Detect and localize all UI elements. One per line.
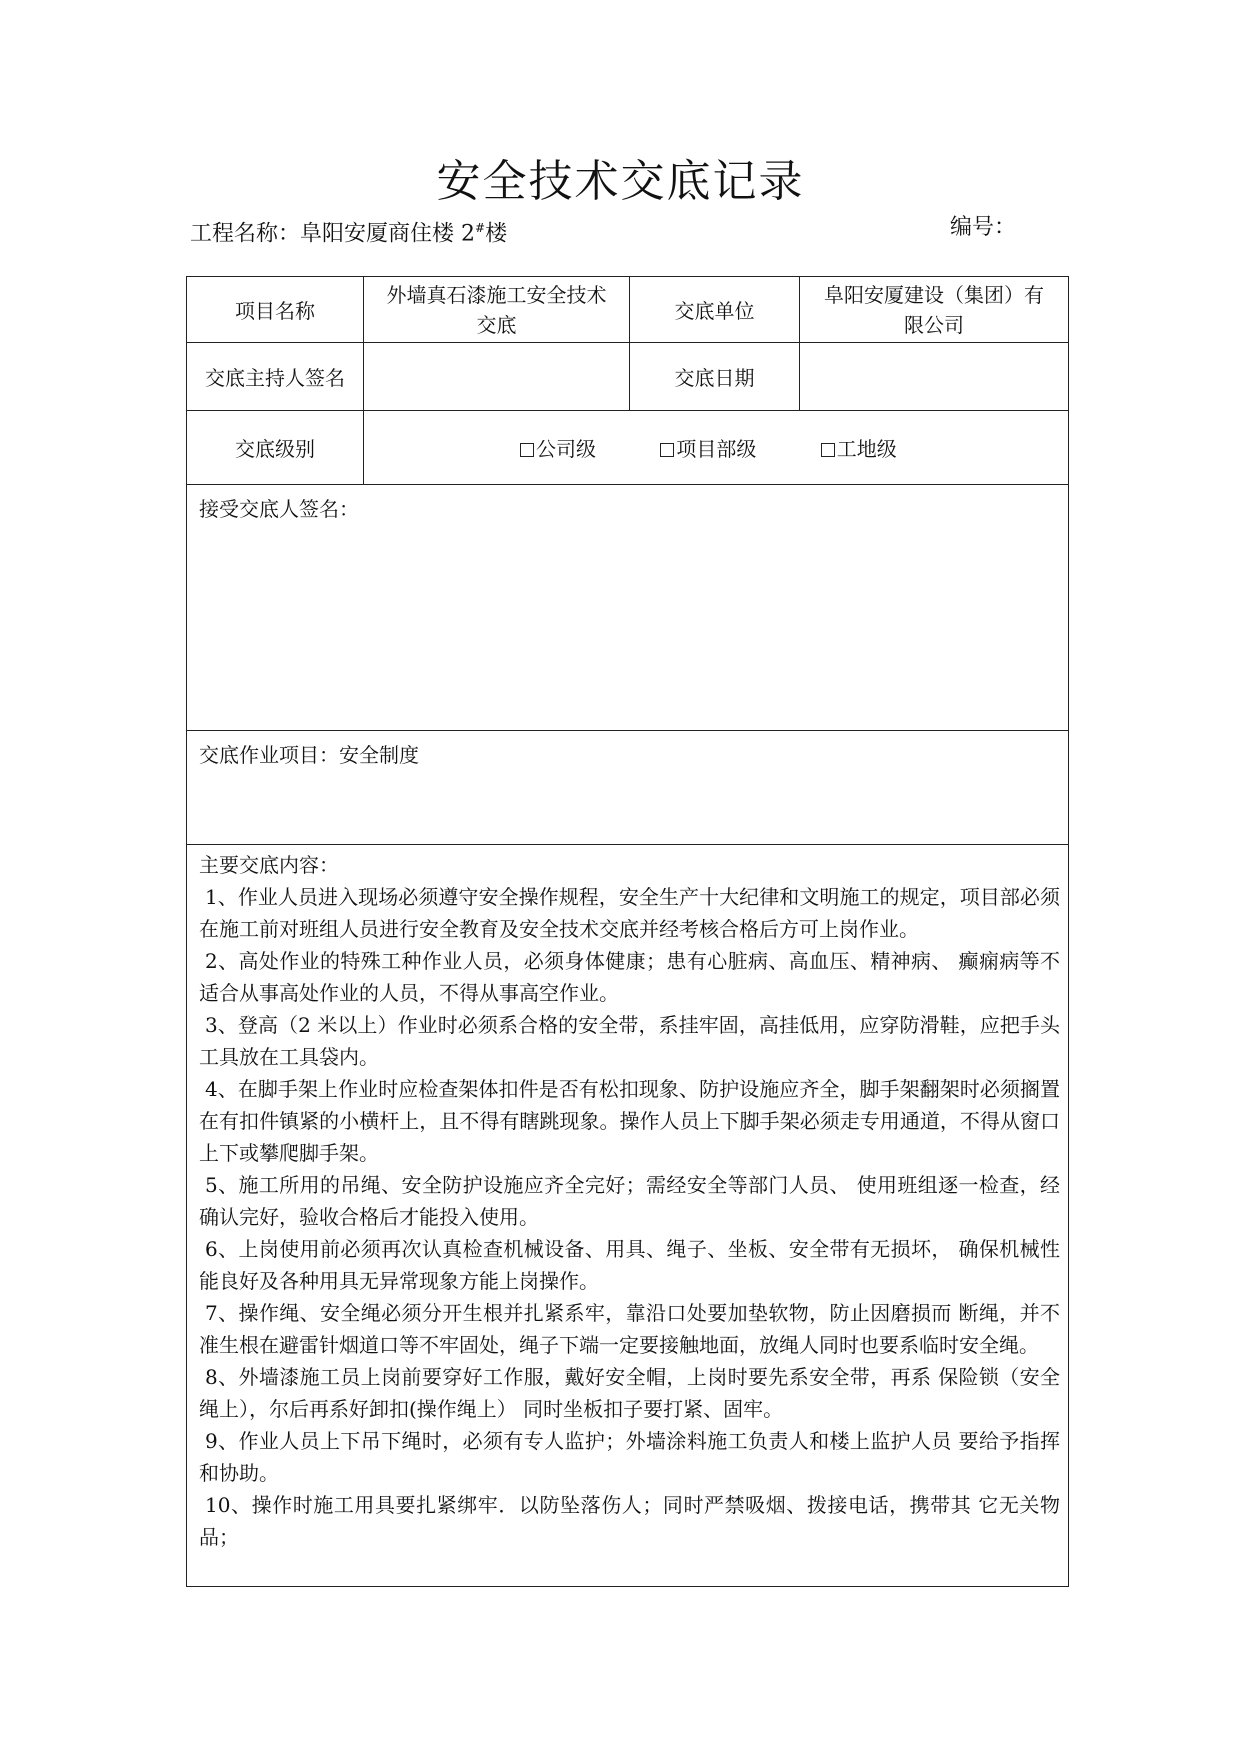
row-work-item xyxy=(187,731,1069,845)
project-sup: # xyxy=(475,221,486,235)
host-label: 交底主持人签名 xyxy=(187,343,364,411)
level-option-project[interactable] xyxy=(660,433,756,462)
checkbox-icon[interactable] xyxy=(520,443,534,457)
date-label: 交底日期 xyxy=(630,343,800,411)
content-item-text: 8、外墙漆施工员上岗前要穿好工作服，戴好安全帽，上岗时要先系安全带，再系 保险锁（安全绳上），尔后再系好卸扣(操作绳上） 同时坐板扣子要打紧、固牢。 xyxy=(199,1365,1060,1421)
content-area xyxy=(187,845,1069,1587)
content-item xyxy=(199,1009,1060,1073)
disclosure-table xyxy=(186,276,1069,1587)
unit-line2: 限公司 xyxy=(904,312,964,337)
content-item xyxy=(199,945,1060,1009)
checkbox-icon[interactable] xyxy=(821,443,835,457)
unit-value xyxy=(800,277,1069,343)
content-label: 主要交底内容： xyxy=(199,853,339,877)
project-label: 工程名称： xyxy=(190,221,301,247)
content-item xyxy=(199,1073,1060,1169)
content-item-text: 4、在脚手架上作业时应检查架体扣件是否有松扣现象、防护设施应齐全，脚手架翻架时必须搁置在有扣件镇紧的小横杆上，且不得有瞎跳现象。操作人员上下脚手架必须走专用通道，不得从窗口上下或攀爬脚手架。 xyxy=(199,1077,1060,1165)
item-name-value xyxy=(364,277,630,343)
content-item-text: 1、作业人员进入现场必须遵守安全操作规程，安全生产十大纪律和文明施工的规定，项目部必须在施工前对班组人员进行安全教育及安全技术交底并经考核合格后方可上岗作业。 xyxy=(199,885,1060,941)
content-item-text: 9、作业人员上下吊下绳时，必须有专人监护；外墙涂料施工负责人和楼上监护人员 要给予指挥和协助。 xyxy=(199,1429,1060,1485)
checkbox-icon[interactable] xyxy=(660,443,674,457)
content-item xyxy=(199,881,1060,945)
content-item xyxy=(199,1489,1060,1553)
level-option-company[interactable] xyxy=(520,433,596,462)
level-site-label: 工地级 xyxy=(836,437,897,461)
item-name-line1: 外墙真石漆施工安全技术 xyxy=(386,282,607,307)
content-item xyxy=(199,1233,1060,1297)
content-item-text: 7、操作绳、安全绳必须分开生根并扎紧系牢，靠沿口处要加垫软物，防止因磨损而 断绳，并不准生根在避雷针烟道口等不牢固处，绳子下端一定要接触地面，放绳人同时也要系临时安全绳。 xyxy=(199,1301,1060,1357)
row-item-name xyxy=(187,277,1069,343)
level-project-label: 项目部级 xyxy=(676,437,757,461)
project-suffix: 楼 xyxy=(485,221,508,247)
project-line xyxy=(190,212,507,250)
content-item-text: 2、高处作业的特殊工种作业人员，必须身体健康；患有心脏病、高血压、精神病、 癫痫病等不适合从事高处作业的人员，不得从事高空作业。 xyxy=(199,949,1060,1005)
content-item-text: 3、登高（2 米以上）作业时必须系合格的安全带，系挂牢固，高挂低用，应穿防滑鞋，应把手头工具放在工具袋内。 xyxy=(199,1013,1060,1069)
level-option-site[interactable] xyxy=(821,433,897,462)
content-item xyxy=(199,1297,1060,1361)
item-name-label: 项目名称 xyxy=(187,277,364,343)
receiver-label: 接受交底人签名： xyxy=(199,497,359,521)
code-label: 编号： xyxy=(950,215,1017,240)
content-item-text: 6、上岗使用前必须再次认真检查机械设备、用具、绳子、坐板、安全带有无损坏， 确保机械性能良好及各种用具无异常现象方能上岗操作。 xyxy=(199,1237,1060,1293)
unit-line1: 阜阳安厦建设（集团）有 xyxy=(824,282,1044,307)
host-signature-field[interactable] xyxy=(364,343,630,411)
level-company-label: 公司级 xyxy=(536,437,596,461)
content-item xyxy=(199,1361,1060,1425)
project-name: 阜阳安厦商住楼 2 xyxy=(300,221,476,247)
content-item-text: 5、施工所用的吊绳、安全防护设施应齐全完好；需经安全等部门人员、 使用班组逐一检查，经确认完好，验收合格后才能投入使用。 xyxy=(199,1173,1060,1229)
content-item-text: 10、操作时施工用具要扎紧绑牢．以防坠落伤人；同时严禁吸烟、拨接电话，携带其 它无关物品； xyxy=(199,1493,1060,1549)
row-host xyxy=(187,343,1069,411)
row-level xyxy=(187,411,1069,485)
date-field[interactable] xyxy=(800,343,1069,411)
document-title: 安全技术交底记录 xyxy=(436,156,805,207)
level-label: 交底级别 xyxy=(187,411,364,485)
row-content xyxy=(187,845,1069,1587)
work-item-label: 交底作业项目：安全制度 xyxy=(199,743,419,767)
row-receiver xyxy=(187,485,1069,731)
item-name-line2: 交底 xyxy=(476,312,517,337)
receiver-signature-area[interactable] xyxy=(187,485,1069,731)
level-options xyxy=(364,411,1069,485)
unit-label: 交底单位 xyxy=(630,277,800,343)
content-item xyxy=(199,1425,1060,1489)
work-item-area xyxy=(187,731,1069,845)
content-item xyxy=(199,1169,1060,1233)
